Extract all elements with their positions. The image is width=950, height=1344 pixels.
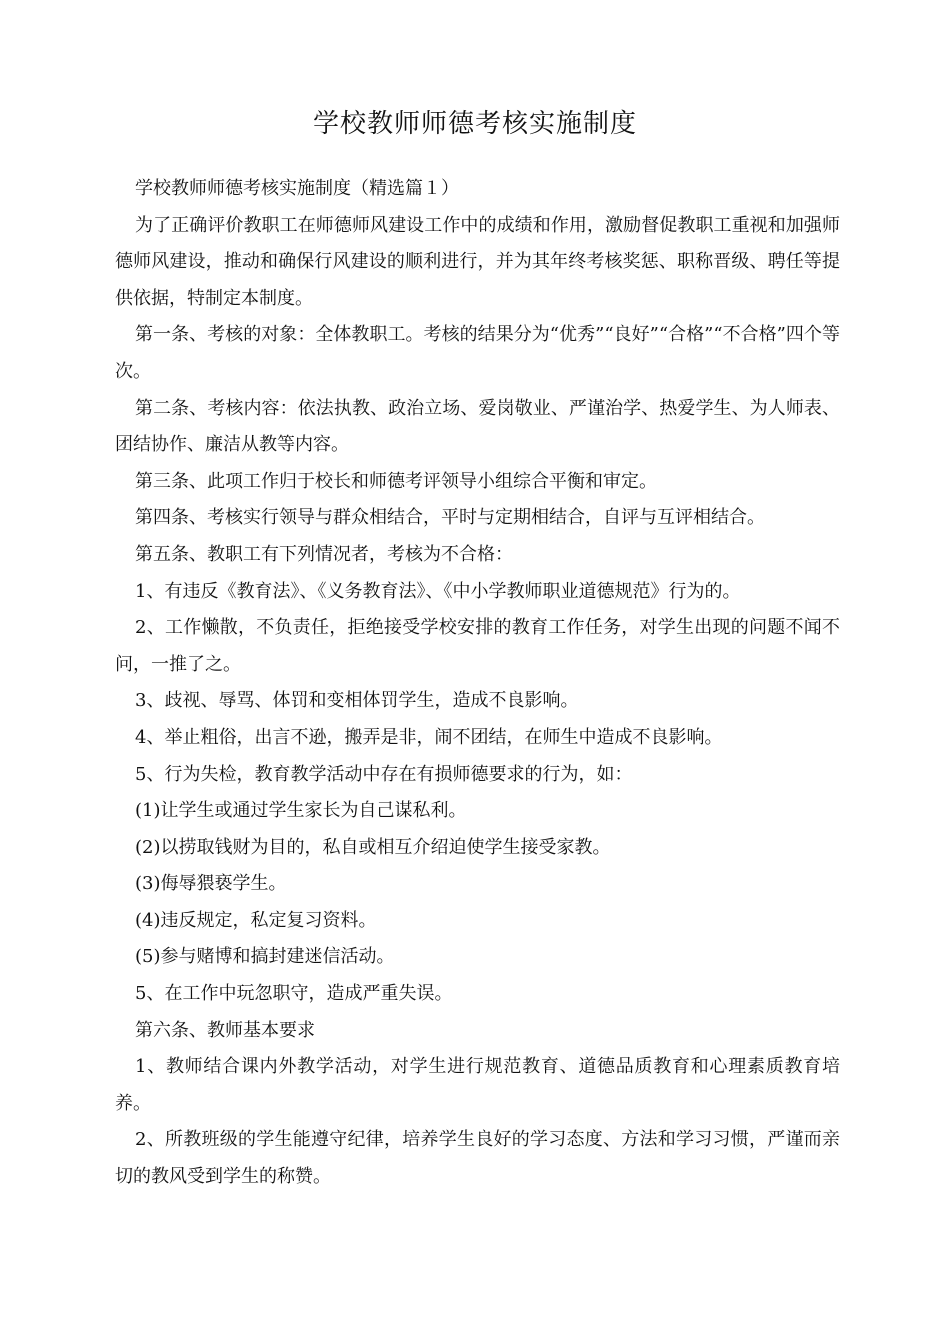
list-item-paragraph: 5、行为失检，教育教学活动中存在有损师德要求的行为，如： bbox=[135, 763, 633, 785]
list-item-paragraph: 2、所教班级的学生能遵守纪律，培养学生良好的学习态度、方法和学习习惯，严谨而亲切的教风受到学生的称赞。 bbox=[115, 1129, 840, 1188]
sub-item-paragraph: (4)违反规定，私定复习资料。 bbox=[135, 909, 377, 931]
list-item-paragraph: 1、教师结合课内外教学活动，对学生进行规范教育、道德品质教育和心理素质教育培养。 bbox=[115, 1056, 840, 1114]
document-body bbox=[115, 171, 840, 1196]
sub-item-paragraph: (3)侮辱猥亵学生。 bbox=[135, 873, 287, 895]
sub-item-paragraph: (5)参与赌博和搞封建迷信活动。 bbox=[135, 946, 395, 968]
list-item-paragraph: 2、工作懒散，不负责任，拒绝接受学校安排的教育工作任务，对学生出现的问题不闻不问，一推了之。 bbox=[115, 617, 840, 675]
intro-paragraph: 为了正确评价教职工在师德师风建设工作中的成绩和作用，激励督促教职工重视和加强师德师风建设，推动和确保行风建设的顺利进行，并为其年终考核奖惩、职称晋级、聘任等提供依据，特制定本制度。 bbox=[115, 214, 840, 309]
document-title: 学校教师师德考核实施制度 bbox=[312, 109, 637, 139]
article-2-paragraph: 第二条、考核内容：依法执教、政治立场、爱岗敬业、严谨治学、热爱学生、为人师表、团结协作、廉洁从教等内容。 bbox=[115, 397, 840, 456]
article-6-paragraph: 第六条、教师基本要求 bbox=[135, 1019, 315, 1041]
sub-item-paragraph: (1)让学生或通过学生家长为自己谋私利。 bbox=[135, 800, 467, 822]
list-item-paragraph: 5、在工作中玩忽职守，造成严重失误。 bbox=[135, 983, 453, 1005]
list-item-paragraph: 4、举止粗俗，出言不逊，搬弄是非，闹不团结，在师生中造成不良影响。 bbox=[135, 726, 723, 748]
article-5-paragraph: 第五条、教职工有下列情况者，考核为不合格： bbox=[135, 543, 513, 565]
list-item-paragraph: 3、歧视、辱骂、体罚和变相体罚学生，造成不良影响。 bbox=[135, 690, 579, 712]
sub-item-paragraph: (2)以捞取钱财为目的，私自或相互介绍迫使学生接受家教。 bbox=[135, 836, 611, 858]
article-3-paragraph: 第三条、此项工作归于校长和师德考评领导小组综合平衡和审定。 bbox=[135, 470, 657, 492]
article-4-paragraph: 第四条、考核实行领导与群众相结合，平时与定期相结合，自评与互评相结合。 bbox=[135, 507, 765, 529]
article-1-paragraph: 第一条、考核的对象：全体教职工。考核的结果分为“优秀”“良好”“合格”“不合格”四个等次。 bbox=[115, 324, 840, 382]
list-item-paragraph: 1、有违反《教育法》、《义务教育法》、《中小学教师职业道德规范》行为的。 bbox=[135, 580, 741, 602]
subtitle-paragraph: 学校教师师德考核实施制度（精选篇１） bbox=[135, 178, 459, 199]
